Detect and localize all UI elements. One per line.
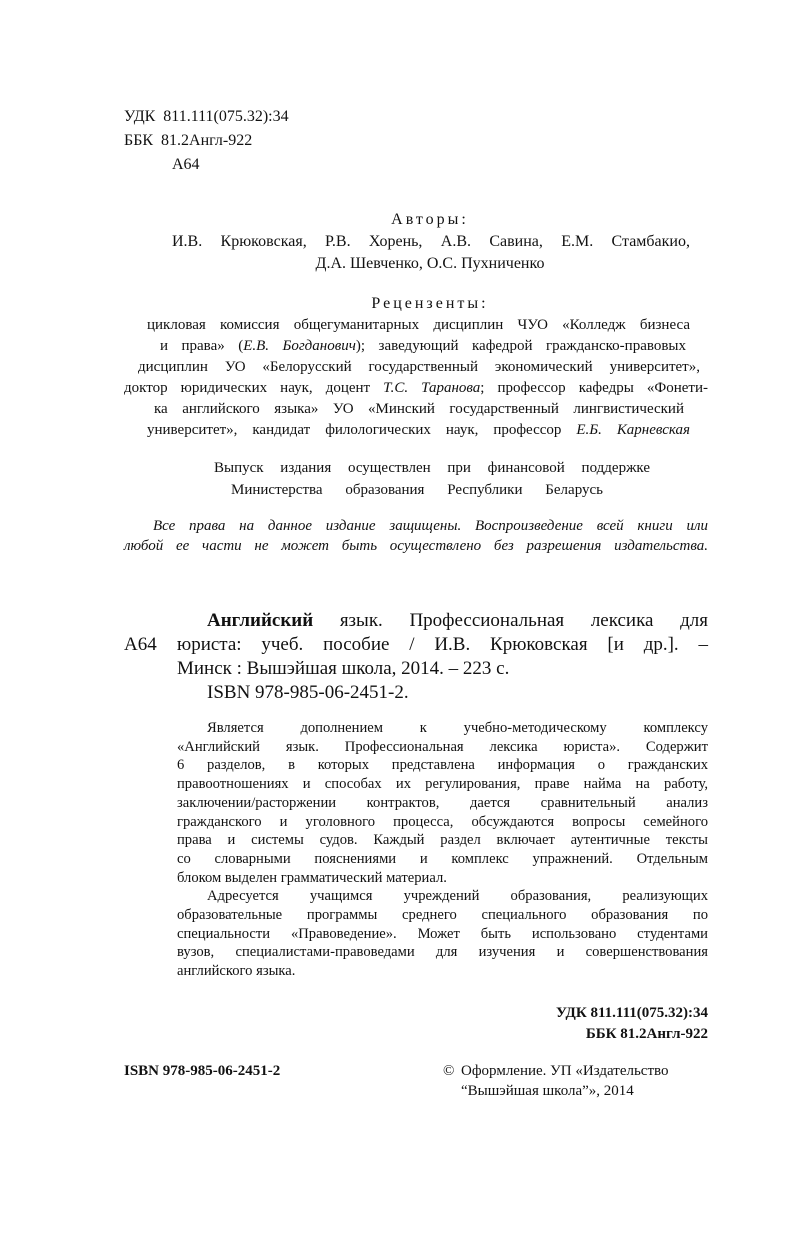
annotation-line: Адресуется учащимся учреждений образования, реализующих (207, 888, 708, 905)
reviewers-line: дисциплин УО «Белорусский государственный экономический университет», (138, 359, 700, 375)
reviewer-name: Е.В. Богданович (243, 338, 356, 354)
catalog-line: юриста: учеб. пособие / И.В. Крюковская [и др.]. – (177, 634, 708, 655)
annotation-line: специальности «Правоведение». Может быть использовано студентами (177, 925, 708, 942)
annotation-line: 6 разделов, в которых представлена информация о гражданских (177, 757, 708, 774)
rights-line-1: Все права на данное издание защищены. Воспроизведение всей книги или (153, 518, 708, 534)
title-bold: Английский (207, 610, 314, 631)
reviewer-name: Т.С. Таранова (383, 380, 481, 396)
annotation-line: блоком выделен грамматический материал. (177, 869, 447, 886)
text: доктор юридических наук, доцент (124, 380, 384, 396)
text: ); заведующий кафедрой гражданско-правовых (355, 338, 686, 354)
annotation-line: правоотношениях и способах их регулирования, праве найма на работу, (177, 776, 708, 793)
reviewers-line (147, 422, 690, 439)
authors-line-1: И.В. Крюковская, Р.В. Хорень, А.В. Савина, Е.М. Стамбакио, (172, 233, 690, 250)
text: язык. Профессиональная лексика для (313, 610, 708, 631)
reviewers-heading: Рецензенты: (371, 295, 489, 312)
bbk-label: ББК (124, 132, 154, 149)
funding-line-1: Выпуск издания осуществлен при финансовой поддержке (214, 460, 650, 476)
authors-heading: Авторы: (391, 211, 469, 228)
footer-udk: УДК 811.111(075.32):34 (556, 1005, 708, 1021)
text: университет», кандидат филологических наук, профессор (147, 422, 577, 438)
reviewers-line (160, 338, 686, 355)
catalog-line: Минск : Вышэйшая школа, 2014. – 223 с. (177, 658, 510, 679)
author-mark: А64 (172, 156, 200, 173)
text: и права» ( (160, 338, 244, 354)
udk-label: УДК (124, 108, 156, 125)
rights-line-2: любой ее части не может быть осуществлено без разрешения издательства. (124, 538, 708, 554)
catalog-isbn: ISBN 978-985-06-2451-2. (207, 682, 409, 703)
annotation-line: образовательные программы среднего специального образования по (177, 907, 708, 923)
annotation-line: вузов, специалистами-правоведами для изучения и совершенствования (177, 944, 708, 961)
bbk-value: 81.2Англ-922 (161, 132, 253, 149)
annotation-line: «Английский язык. Профессиональная лексика юриста». Содержит (177, 738, 708, 755)
authors-line-2: Д.А. Шевченко, О.С. Пухниченко (315, 255, 545, 272)
annotation-line: заключении/расторжении контрактов, дается сравнительный анализ (177, 794, 708, 811)
copyright-symbol: © (443, 1063, 455, 1079)
bbk-line (124, 132, 252, 150)
funding-line-2: Министерства образования Республики Беларусь (231, 482, 603, 498)
footer-isbn: ISBN 978-985-06-2451-2 (124, 1063, 281, 1079)
annotation-line: гражданского и уголовного процесса, обсуждаются вопросы семейного (177, 813, 708, 830)
annotation-line: английского языка. (177, 963, 296, 980)
udk-line (124, 108, 289, 126)
copyright-line-2: “Вышэйшая школа”», 2014 (461, 1083, 634, 1099)
udk-value: 811.111(075.32):34 (163, 108, 289, 125)
footer-bbk: ББК 81.2Англ-922 (585, 1026, 708, 1042)
reviewers-line (124, 380, 708, 397)
reviewer-name: Е.Б. Карневская (576, 422, 690, 438)
annotation-line: Является дополнением к учебно-методическому комплексу (207, 720, 708, 736)
annotation-line: со словарными пояснениями и комплекс упражнений. Отдельным (177, 850, 708, 867)
catalog-title-line (207, 610, 708, 632)
reviewers-line: цикловая комиссия общегуманитарных дисциплин ЧУО «Колледж бизнеса (147, 317, 690, 333)
catalog-mark: А64 (124, 634, 157, 655)
copyright-line-1: Оформление. УП «Издательство (461, 1063, 669, 1079)
reviewers-line: ка английского языка» УО «Минский государственный лингвистический (154, 401, 684, 417)
text: ; профессор кафедры «Фонети- (480, 380, 708, 396)
annotation-line: права и системы судов. Каждый раздел включает аутентичные тексты (177, 832, 708, 849)
